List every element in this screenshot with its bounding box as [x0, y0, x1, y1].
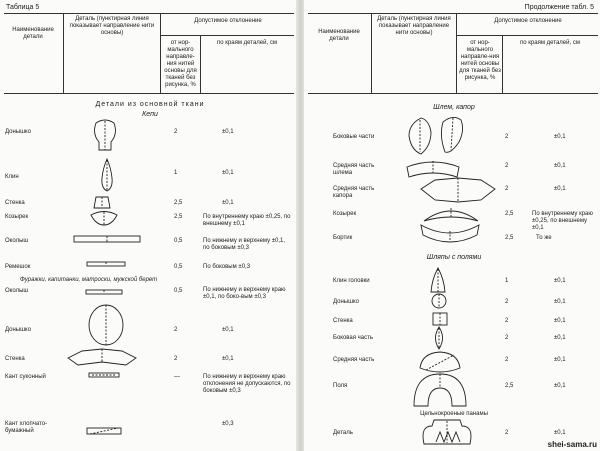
wall-drawing: [432, 312, 448, 326]
col-header-percent: от нор-мального направле-ния нитей основы для тканей без рисунка, %: [164, 40, 197, 88]
row-name: Стенка: [333, 318, 353, 324]
watermark: shei-sama.ru: [547, 440, 597, 449]
row-name: Поля: [333, 383, 348, 389]
row-percent: 2: [505, 335, 509, 341]
piping-drawing: [88, 372, 120, 378]
row-percent: 1: [174, 170, 178, 176]
border-drawing: [419, 221, 481, 243]
col-header-percent: от нор-мального направле-ния нитей основы для тканей без рисунка, %: [459, 40, 501, 81]
left-page: [0, 0, 297, 451]
row-name: Околыш: [5, 238, 29, 244]
row-edge: ±0,1: [554, 357, 566, 363]
row-edge: ±0,1: [222, 170, 234, 176]
row-percent: 2: [174, 129, 178, 135]
gore-drawing: [100, 158, 114, 192]
row-name: Средняя часть: [333, 357, 375, 363]
band-drawing: [92, 195, 112, 209]
row-name: Деталь: [333, 430, 353, 436]
head-gore-drawing: [430, 267, 446, 293]
row-edge: ±0,1: [222, 200, 234, 206]
row-percent: 2: [505, 134, 509, 140]
row-percent: 2: [174, 356, 178, 362]
col-header-name: Наименование детали: [318, 29, 360, 42]
strap-drawing: [86, 261, 126, 267]
header-divider: [502, 35, 503, 93]
row-percent: 0,5: [174, 264, 183, 270]
col-header-detail: Деталь (пунктирная линия показывает направление нити основы): [69, 16, 155, 36]
row-name: Стенка: [5, 356, 25, 362]
row-name: Средняя часть капора: [333, 186, 375, 199]
row-edge: ±0,1: [554, 186, 566, 192]
row-name: Козырек: [5, 214, 29, 220]
header-top-rule: [308, 13, 598, 14]
row-name: Ремешок: [5, 264, 31, 270]
row-percent: 2: [505, 163, 509, 169]
wall-drawing: [66, 348, 138, 366]
row-edge: ±0,1: [554, 430, 566, 436]
piping-drawing: [86, 427, 122, 435]
header-divider: [371, 13, 372, 93]
crown-oval-drawing: [88, 304, 124, 346]
row-edge: ±0,1: [554, 278, 566, 284]
col-header-detail: Деталь (пунктирная линия показывает направление нити основы): [377, 16, 451, 36]
side-panels-drawing: [407, 114, 465, 156]
crown-drawing: [92, 120, 118, 152]
row-edge: ±0,3: [222, 421, 234, 427]
row-edge: ±0,1: [222, 129, 234, 135]
row-percent: 2,5: [505, 235, 514, 241]
section-heading: Шлем, капор: [433, 104, 475, 111]
row-name: Клин: [5, 174, 19, 180]
row-percent: 0,5: [174, 238, 183, 244]
col-header-tolerance: Допустимое отклонение: [194, 18, 262, 24]
row-edge: По нижнему и верхнему краю отклонения не допускаются, по боковым ±0,3: [203, 374, 291, 394]
header-divider: [63, 13, 64, 93]
row-percent: 2: [505, 318, 509, 324]
right-page: [304, 0, 600, 451]
row-edge: По боковым ±0,3: [203, 264, 251, 270]
row-percent: —: [174, 374, 180, 380]
header-divider: [160, 13, 161, 93]
section-heading: Фуражки, капитанки, матроски, мужской берет: [20, 277, 158, 283]
header-bottom-rule: [308, 93, 598, 94]
row-name: Кант хлопчато-бумажный: [5, 421, 48, 434]
row-edge: По внутреннему краю ±0,25, по внешнему ±0,1: [203, 214, 291, 227]
visor-drawing: [422, 203, 480, 223]
col-header-tolerance: Допустимое отклонение: [494, 18, 562, 24]
header-bottom-rule: [4, 93, 294, 94]
row-edge: ±0,1: [554, 163, 566, 169]
row-percent: 2: [174, 327, 178, 333]
col-header-edge: по краям деталей, см: [217, 40, 277, 46]
row-percent: 0,5: [174, 288, 183, 294]
row-percent: 2: [505, 299, 509, 305]
crown-circle-drawing: [431, 293, 447, 309]
row-edge: ±0,1: [554, 383, 566, 389]
row-edge: ±0,1: [554, 299, 566, 305]
row-name: Донышко: [5, 129, 31, 135]
hood-middle-drawing: [419, 177, 497, 203]
brim-drawing: [412, 372, 468, 408]
row-edge: ±0,1: [554, 335, 566, 341]
helmet-middle-drawing: [405, 157, 461, 179]
rim-band-drawing: [85, 289, 123, 295]
table-label: Продолжение табл. 5: [524, 4, 594, 11]
header-divider: [456, 13, 457, 93]
section-subheading: Кепи: [142, 111, 158, 118]
header-divider: [200, 35, 201, 93]
table-label: Таблица 5: [6, 4, 40, 11]
row-percent: 2: [505, 186, 509, 192]
row-percent: 2,5: [505, 383, 514, 389]
row-edge: То же: [536, 235, 552, 241]
row-edge: По внутреннему краю ±0,25, по внешнему ±0,1: [532, 211, 593, 231]
row-name: Донышко: [5, 327, 31, 333]
row-percent: 2,5: [174, 200, 183, 206]
row-name: Средняя часть шлема: [333, 163, 375, 176]
col-header-name: Наименование детали: [12, 27, 54, 40]
row-percent: 2,5: [505, 211, 514, 217]
header-sub-rule: [456, 35, 598, 36]
middle-part-drawing: [418, 350, 462, 374]
row-percent: 2,5: [174, 214, 183, 220]
header-sub-rule: [160, 35, 294, 36]
side-part-drawing: [431, 326, 447, 350]
rim-band-drawing: [73, 235, 141, 243]
row-name: Козырек: [333, 211, 357, 217]
row-edge: ±0,1: [222, 356, 234, 362]
section-heading: Шляпы с полями: [426, 254, 482, 261]
section-heading: Цельнокроеные панамы: [420, 411, 488, 417]
row-edge: ±0,1: [222, 327, 234, 333]
row-name: Клин головки: [333, 278, 370, 284]
row-percent: 2: [505, 357, 509, 363]
panama-drawing: [420, 418, 474, 446]
row-edge: ±0,1: [554, 134, 566, 140]
row-name: Боковая часть: [333, 335, 374, 341]
row-name: Донышко: [333, 299, 359, 305]
visor-drawing: [90, 210, 118, 226]
section-heading: Детали из основной ткани: [95, 101, 205, 108]
row-edge: По нижнему и верхнему краю ±0,1, по боко-вым ±0,3: [203, 287, 286, 300]
row-name: Боковые части: [333, 134, 375, 140]
row-name: Околыш: [5, 288, 29, 294]
row-edge: ±0,1: [554, 318, 566, 324]
col-header-edge: по краям деталей, см: [520, 40, 580, 46]
header-top-rule: [4, 13, 294, 14]
row-name: Бортик: [333, 235, 353, 241]
row-edge: По нижнему и верхнему ±0,1, по боковым ±0,3: [203, 238, 286, 251]
row-percent: 2: [505, 430, 509, 436]
row-name: Стенка: [5, 200, 25, 206]
row-percent: 1: [505, 278, 509, 284]
row-name: Кант суконный: [5, 374, 46, 380]
